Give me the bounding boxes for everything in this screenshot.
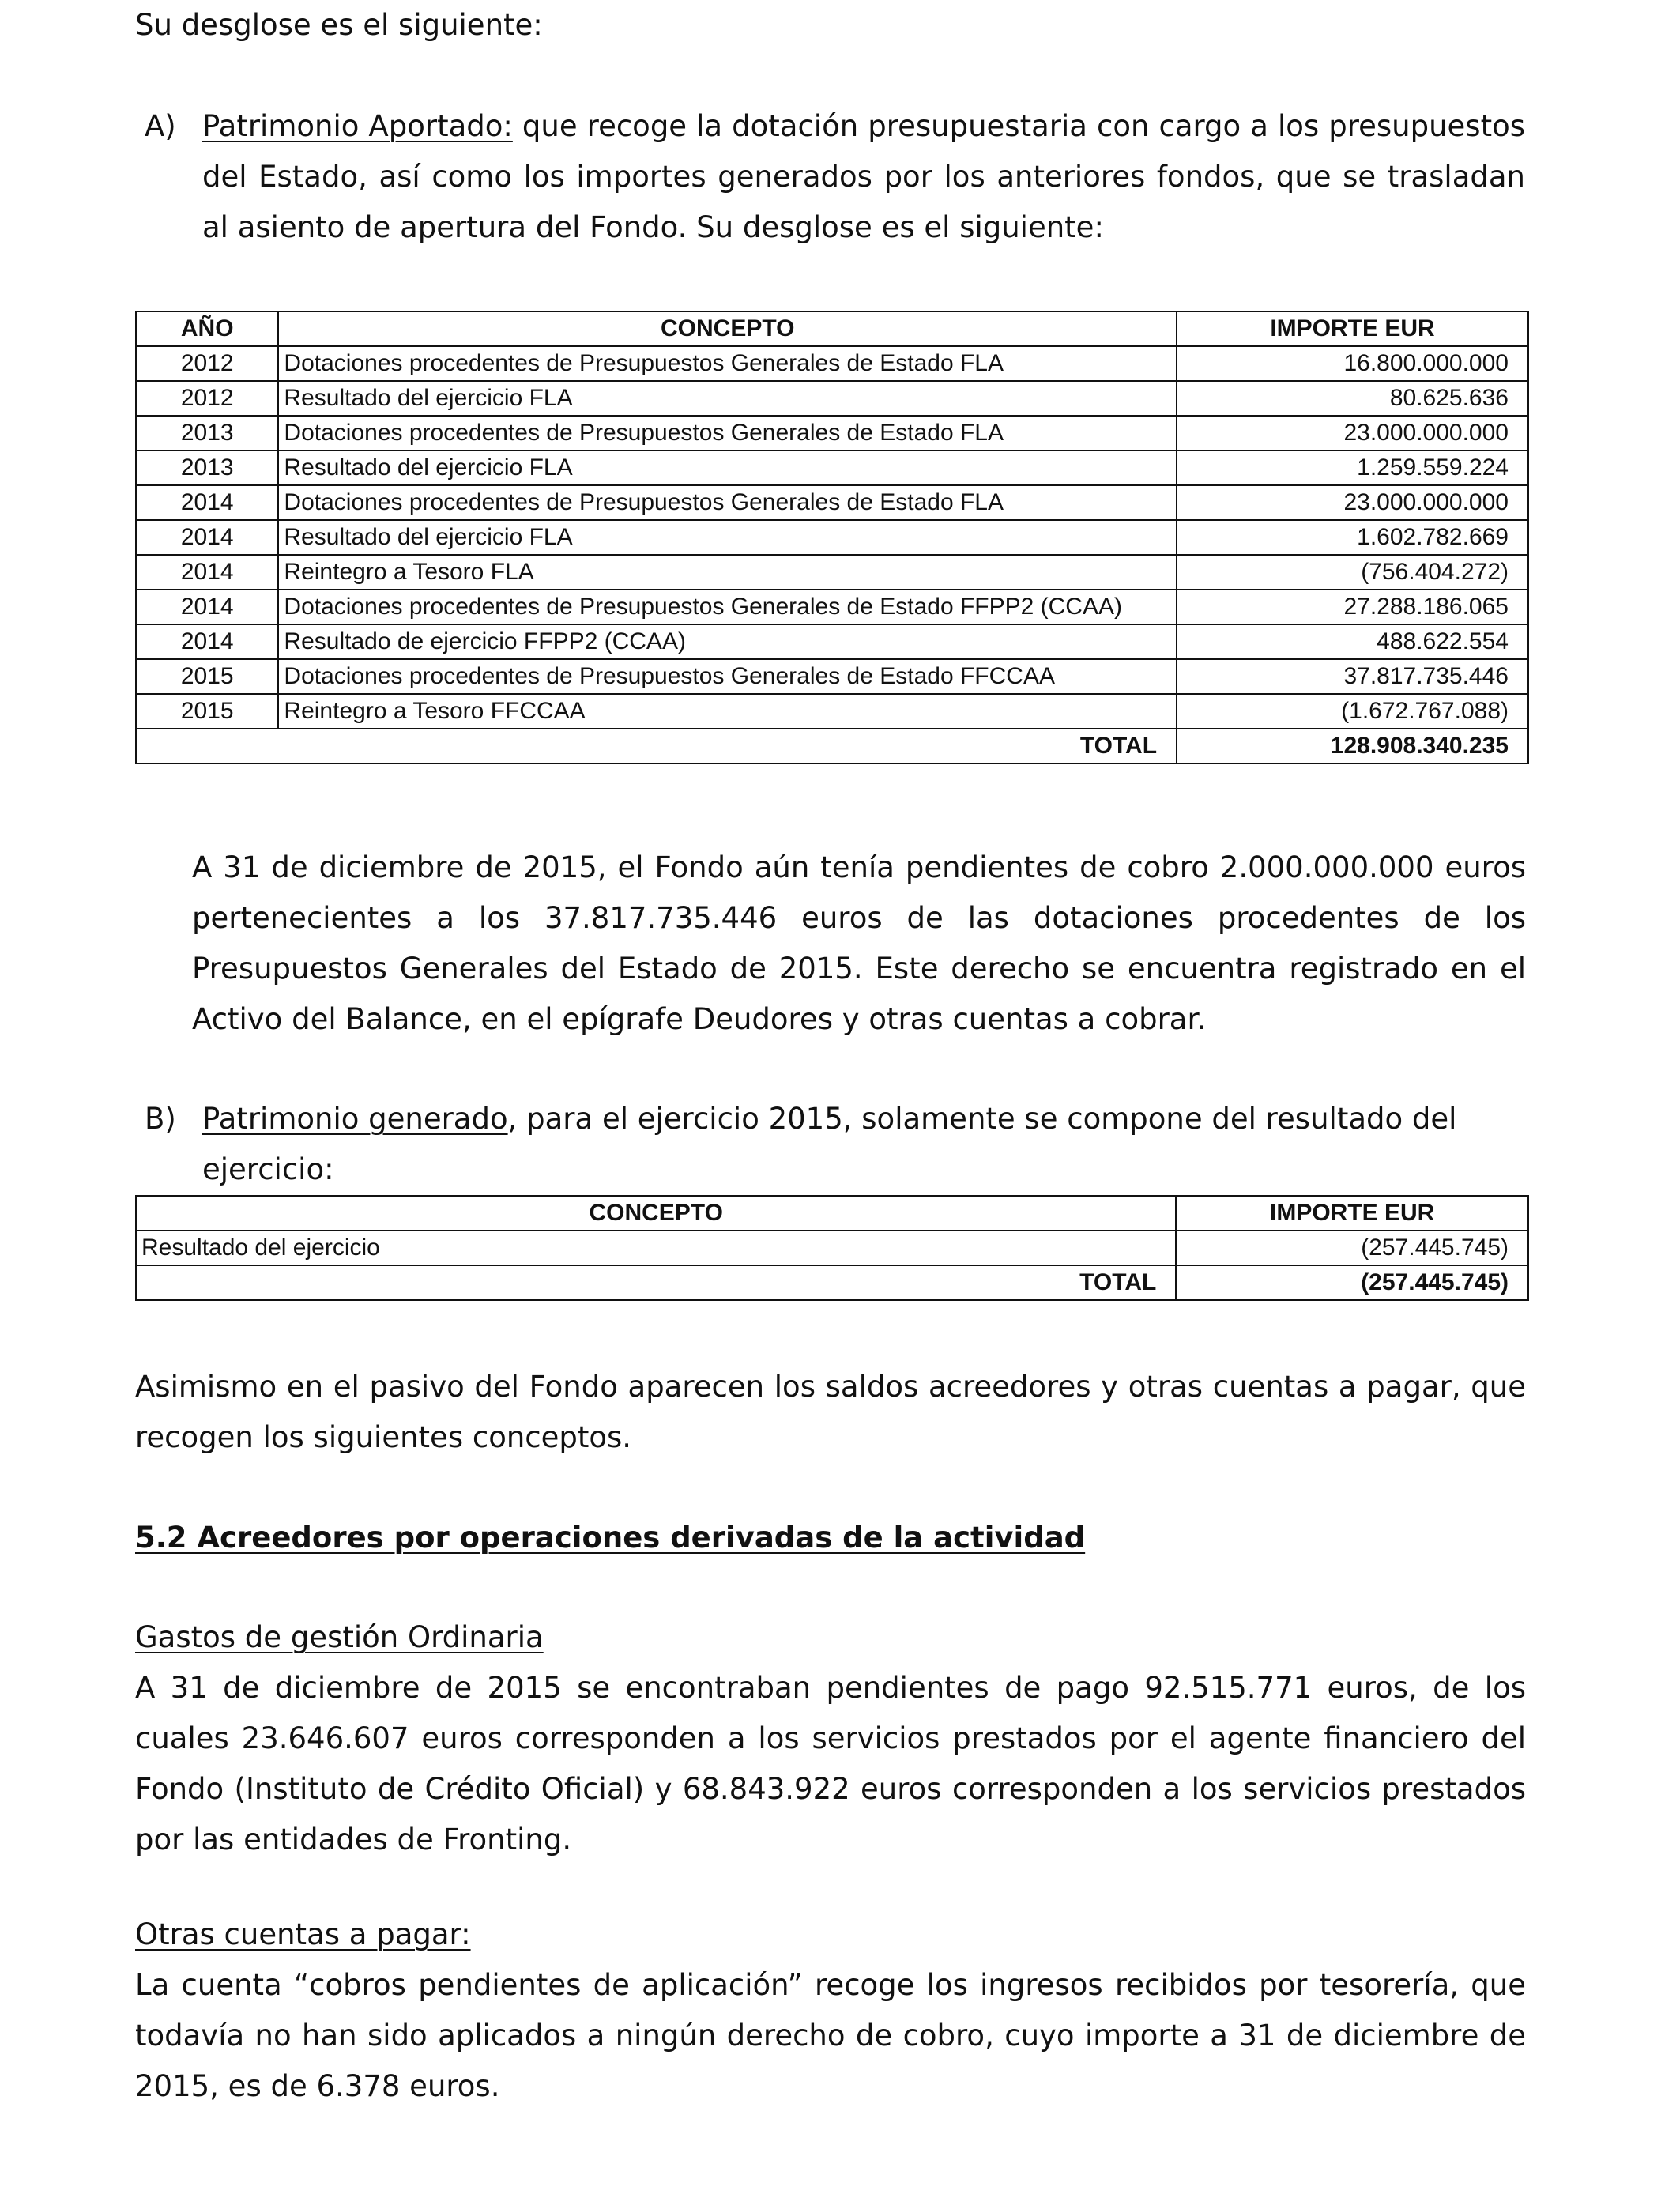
table-row xyxy=(136,590,1528,624)
row-amount: 23.000.000.000 xyxy=(1177,416,1528,450)
row-year: 2013 xyxy=(136,450,278,485)
section-heading-5-2: 5.2 Acreedores por operaciones derivadas de la actividad xyxy=(135,1521,1086,1555)
table-row xyxy=(136,450,1528,485)
table-row xyxy=(136,346,1528,381)
row-amount: (1.672.767.088) xyxy=(1177,694,1528,729)
pending-paragraph: A 31 de diciembre de 2015, el Fondo aún tenía pendientes de cobro 2.000.000.000 euros pertenecientes a los 37.817.735.446 euros de las dotaciones procedentes de los Presupuestos Generales del Estado de 2015. Este derecho se encuentra registrado en el Activo del Balance, en el epígrafe Deudores y otras cuentas a cobrar. xyxy=(192,850,1526,1036)
row-year: 2014 xyxy=(136,590,278,624)
table-row xyxy=(136,1231,1528,1265)
row-year: 2015 xyxy=(136,694,278,729)
row-concept: Dotaciones procedentes de Presupuestos Generales de Estado FFPP2 (CCAA) xyxy=(278,590,1177,624)
table-row xyxy=(136,416,1528,450)
total-label: TOTAL xyxy=(136,729,1177,763)
table-row xyxy=(136,694,1528,729)
section-b-title: Patrimonio generado xyxy=(202,1102,508,1136)
gastos-paragraph: A 31 de diciembre de 2015 se encontraban pendientes de pago 92.515.771 euros, de los cuales 23.646.607 euros corresponden a los servicios prestados por el agente financiero del Fondo (Instituto de Crédito Oficial) y 68.843.922 euros corresponden a los servicios prestados por las entidades de Fronting. xyxy=(135,1671,1526,1857)
row-year: 2012 xyxy=(136,381,278,416)
table-header-row xyxy=(136,1196,1528,1231)
row-amount: 27.288.186.065 xyxy=(1177,590,1528,624)
section-b-paragraph xyxy=(202,1094,1530,1195)
section-a-marker: A) xyxy=(145,109,176,143)
section-a-title: Patrimonio Aportado: xyxy=(202,109,513,143)
row-amount: 80.625.636 xyxy=(1177,381,1528,416)
table-row xyxy=(136,520,1528,555)
section-a-text: que recoge la dotación presupuestaria con cargo a los presupuestos del Estado, así como los importes generados por los anteriores fondos, que se trasladan al asiento de apertura del Fondo. Su desglose es el siguiente: xyxy=(202,109,1526,244)
table-row xyxy=(136,659,1528,694)
section-b-text: , para el ejercicio 2015, solamente se compone del resultado del ejercicio: xyxy=(202,1102,1457,1186)
row-year: 2014 xyxy=(136,624,278,659)
header-year: AÑO xyxy=(136,311,278,346)
section-a-paragraph xyxy=(202,101,1525,253)
row-concept: Resultado de ejercicio FFPP2 (CCAA) xyxy=(278,624,1177,659)
row-concept: Dotaciones procedentes de Presupuestos Generales de Estado FLA xyxy=(278,416,1177,450)
table-row xyxy=(136,485,1528,520)
row-amount: 16.800.000.000 xyxy=(1177,346,1528,381)
row-concept: Resultado del ejercicio FLA xyxy=(278,520,1177,555)
table-total-row xyxy=(136,729,1528,763)
otras-paragraph: La cuenta “cobros pendientes de aplicación” recoge los ingresos recibidos por tesorería, que todavía no han sido aplicados a ningún derecho de cobro, cuyo importe a 31 de diciembre de 2015, es de 6.378 euros. xyxy=(135,1968,1526,2103)
table-row xyxy=(136,381,1528,416)
row-amount: 37.817.735.446 xyxy=(1177,659,1528,694)
row-year: 2014 xyxy=(136,485,278,520)
patrimonio-generado-table xyxy=(135,1195,1529,1301)
row-amount: 1.602.782.669 xyxy=(1177,520,1528,555)
row-concept: Dotaciones procedentes de Presupuestos Generales de Estado FLA xyxy=(278,485,1177,520)
gastos-title: Gastos de gestión Ordinaria xyxy=(135,1620,544,1654)
row-concept: Reintegro a Tesoro FLA xyxy=(278,555,1177,590)
header-concept: CONCEPTO xyxy=(136,1196,1176,1231)
row-year: 2015 xyxy=(136,659,278,694)
row-amount: 1.259.559.224 xyxy=(1177,450,1528,485)
row-year: 2014 xyxy=(136,555,278,590)
header-amount: IMPORTE EUR xyxy=(1176,1196,1528,1231)
row-concept: Dotaciones procedentes de Presupuestos Generales de Estado FLA xyxy=(278,346,1177,381)
intro-text: Su desglose es el siguiente: xyxy=(135,8,543,42)
row-amount: 23.000.000.000 xyxy=(1177,485,1528,520)
row-concept: Dotaciones procedentes de Presupuestos Generales de Estado FFCCAA xyxy=(278,659,1177,694)
row-concept: Resultado del ejercicio FLA xyxy=(278,381,1177,416)
table-row xyxy=(136,555,1528,590)
table-total-row xyxy=(136,1265,1528,1300)
total-value: 128.908.340.235 xyxy=(1177,729,1528,763)
patrimonio-aportado-table xyxy=(135,311,1529,764)
row-concept: Resultado del ejercicio xyxy=(136,1231,1176,1265)
row-year: 2014 xyxy=(136,520,278,555)
pasivo-paragraph: Asimismo en el pasivo del Fondo aparecen los saldos acreedores y otras cuentas a pagar, que recogen los siguientes conceptos. xyxy=(135,1370,1526,1454)
row-amount: (257.445.745) xyxy=(1176,1231,1528,1265)
otras-title: Otras cuentas a pagar: xyxy=(135,1917,471,1951)
row-amount: (756.404.272) xyxy=(1177,555,1528,590)
total-value: (257.445.745) xyxy=(1176,1265,1528,1300)
header-concept: CONCEPTO xyxy=(278,311,1177,346)
header-amount: IMPORTE EUR xyxy=(1177,311,1528,346)
table-row xyxy=(136,624,1528,659)
row-concept: Resultado del ejercicio FLA xyxy=(278,450,1177,485)
row-year: 2012 xyxy=(136,346,278,381)
row-amount: 488.622.554 xyxy=(1177,624,1528,659)
row-concept: Reintegro a Tesoro FFCCAA xyxy=(278,694,1177,729)
total-label: TOTAL xyxy=(136,1265,1176,1300)
row-year: 2013 xyxy=(136,416,278,450)
table-header-row xyxy=(136,311,1528,346)
section-b-marker: B) xyxy=(145,1102,176,1136)
